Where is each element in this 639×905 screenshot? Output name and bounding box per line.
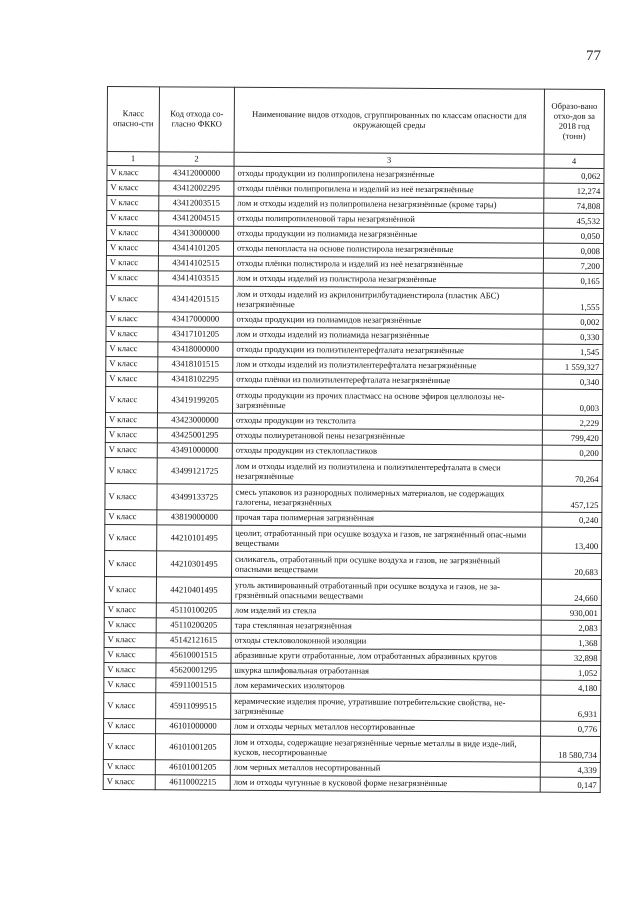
hazard-class-cell: V класс	[106, 341, 158, 356]
hazard-class-cell: V класс	[106, 311, 158, 326]
column-number: 4	[544, 154, 604, 168]
table-row	[104, 692, 601, 721]
waste-name-cell: лом и отходы изделий из полиамида незагрязнённые	[233, 327, 543, 344]
waste-amount-cell: 0,062	[544, 168, 604, 183]
hazard-class-cell: V класс	[105, 427, 157, 442]
waste-code-cell: 43425001295	[157, 428, 232, 443]
waste-amount-cell: 2,229	[542, 415, 602, 430]
waste-name-cell: лом и отходы чугунные в кусковой форме незагрязнённые	[230, 775, 540, 792]
waste-code-cell: 45110100205	[156, 603, 231, 618]
hazard-class-cell: V класс	[106, 371, 158, 386]
waste-name-cell: лом изделий из стекла	[231, 603, 541, 620]
hazard-class-cell: V класс	[104, 692, 156, 718]
waste-code-cell: 45911001515	[156, 678, 231, 693]
table-row	[105, 483, 602, 512]
header-hazard-class: Класс опасно-сти	[107, 87, 159, 152]
waste-name-cell: лом и отходы изделий из акрилонитрилбутадиенстирола (пластик АБС) незагрязнённые	[233, 286, 543, 314]
waste-amount-cell: 12,274	[544, 183, 604, 198]
waste-amount-cell: 7,200	[543, 258, 603, 273]
waste-code-cell: 43418101515	[158, 357, 233, 372]
table-row	[105, 550, 602, 579]
hazard-class-cell: V класс	[106, 326, 158, 341]
waste-name-cell: лом и отходы изделий из полиэтилена и полиэтилентерефталата в смеси незагрязнённые	[232, 458, 542, 486]
waste-code-cell: 43491000000	[157, 443, 232, 458]
waste-code-cell: 43499121725	[157, 458, 232, 484]
waste-amount-cell: 32,898	[541, 650, 601, 665]
hazard-class-cell: V класс	[104, 677, 156, 692]
waste-name-cell: керамические изделия прочие, утратившие потребительские свойства, не-загрязнённые	[231, 693, 541, 721]
table-row	[103, 733, 600, 762]
page-number: 77	[586, 48, 601, 64]
waste-code-cell: 43417000000	[158, 312, 233, 327]
waste-code-cell: 43413000000	[159, 226, 234, 241]
waste-name-cell: отходы продукции из полиамидов незагрязнённые	[233, 312, 543, 329]
waste-code-cell: 44210401495	[156, 577, 231, 603]
waste-code-cell: 43819000000	[157, 510, 232, 525]
waste-code-cell: 43418102295	[158, 372, 233, 387]
waste-amount-cell: 0,147	[540, 777, 600, 792]
waste-code-cell: 44210301495	[157, 551, 232, 577]
waste-code-cell: 43419199205	[158, 387, 233, 413]
header-waste-name: Наименование видов отходов, сгруппированных по классам опасности для окружающей среды	[234, 87, 544, 154]
waste-amount-cell: 4,339	[540, 762, 600, 777]
table-row	[105, 457, 602, 486]
hazard-class-cell: V класс	[106, 255, 158, 270]
waste-code-cell: 43412000000	[159, 166, 234, 181]
table-body	[103, 166, 604, 793]
waste-amount-cell: 70,264	[542, 460, 602, 486]
table-row	[106, 285, 603, 314]
waste-amount-cell: 1,052	[541, 665, 601, 680]
hazard-class-cell: V класс	[105, 457, 157, 483]
column-number: 3	[234, 152, 544, 168]
waste-name-cell: отходы продукции из полиамида незагрязнённые	[234, 226, 544, 243]
hazard-class-cell: V класс	[106, 270, 158, 285]
hazard-class-cell: V класс	[106, 241, 158, 256]
waste-name-cell: лом и отходы черных металлов несортированные	[231, 719, 541, 736]
waste-name-cell: уголь активированный отработанный при осушке воздуха и газов, не за-грязнённый опасными веществами	[231, 577, 541, 605]
waste-name-cell: прочая тара полимерная загрязнённая	[232, 510, 542, 527]
hazard-class-cell: V класс	[105, 412, 157, 427]
waste-code-cell: 43414201515	[158, 286, 233, 312]
table-header-row	[107, 87, 604, 155]
waste-code-cell: 43499133725	[157, 484, 232, 510]
waste-code-cell: 45620001295	[156, 663, 231, 678]
hazard-class-cell: V класс	[104, 662, 156, 677]
waste-amount-cell: 799,420	[542, 430, 602, 445]
waste-name-cell: отходы продукции из полиэтилентерефталата незагрязнённые	[233, 342, 543, 359]
column-number: 2	[159, 152, 234, 166]
waste-amount-cell: 45,532	[544, 213, 604, 228]
hazard-class-cell: V класс	[104, 602, 156, 617]
hazard-class-cell: V класс	[103, 733, 155, 759]
hazard-class-cell: V класс	[106, 356, 158, 371]
hazard-class-cell: V класс	[106, 386, 158, 412]
waste-code-cell: 46101001205	[155, 734, 230, 760]
waste-name-cell: лом и отходы изделий из полистирола незагрязнённые	[233, 271, 543, 288]
hazard-class-cell: V класс	[104, 632, 156, 647]
header-waste-code: Код отхода со-гласно ФККО	[159, 87, 234, 152]
waste-amount-cell: 0,340	[543, 374, 603, 389]
waste-name-cell: лом и отходы, содержащие незагрязнённые черные металлы в виде изде-лий, кусков, несортированные	[230, 734, 540, 762]
waste-code-cell: 43414102515	[158, 256, 233, 271]
waste-code-cell: 43418000000	[158, 342, 233, 357]
waste-name-cell: абразивные круги отработанные, лом отработанных абразивных кругов	[231, 648, 541, 665]
waste-code-cell: 43423000000	[157, 413, 232, 428]
hazard-class-cell: V класс	[104, 647, 156, 662]
waste-amount-cell: 24,660	[541, 579, 601, 605]
waste-name-cell: отходы плёнки полипропилена и изделий из неё незагрязнённые	[234, 181, 544, 198]
waste-code-cell: 46110002215	[155, 775, 230, 790]
hazard-class-cell: V класс	[103, 759, 155, 774]
waste-amount-cell: 0,165	[543, 273, 603, 288]
waste-code-cell: 43414103515	[158, 271, 233, 286]
waste-amount-cell: 0,003	[542, 389, 602, 415]
waste-code-cell: 46101000000	[156, 719, 231, 734]
waste-code-cell: 45911099515	[156, 693, 231, 719]
waste-name-cell: отходы полипропиленовой тары незагрязнённой	[234, 211, 544, 228]
header-waste-amount: Образо-вано отхо-дов за 2018 год (тонн)	[544, 89, 604, 154]
waste-name-cell: отходы стекловолоконной изоляции	[231, 633, 541, 650]
waste-amount-cell: 0,008	[543, 243, 603, 258]
waste-code-cell: 43412003515	[159, 196, 234, 211]
waste-name-cell: силикагель, отработанный при осушке воздуха и газов, не загрязнённый опасными веществами	[232, 551, 542, 579]
waste-code-cell: 44210101495	[157, 525, 232, 551]
table-row	[103, 774, 600, 792]
waste-name-cell: лом и отходы изделий из полиэтилентерефталата незагрязнённые	[233, 357, 543, 374]
waste-name-cell: отходы продукции из полипропилена незагрязнённые	[234, 166, 544, 183]
waste-amount-cell: 1,368	[541, 635, 601, 650]
waste-amount-cell: 18 580,734	[540, 736, 600, 762]
waste-amount-cell: 0,200	[542, 445, 602, 460]
waste-amount-cell: 20,683	[541, 553, 601, 579]
hazard-class-cell: V класс	[106, 285, 158, 311]
waste-name-cell: отходы продукции из стеклопластиков	[232, 443, 542, 460]
waste-code-cell: 43412002295	[159, 181, 234, 196]
waste-name-cell: шкурка шлифовальная отработанная	[231, 663, 541, 680]
waste-name-cell: отходы продукции из прочих пластмасс на основе эфиров целлюлозы не-загрязнённые	[233, 387, 543, 415]
hazard-class-cell: V класс	[107, 166, 159, 181]
hazard-class-cell: V класс	[104, 576, 156, 602]
waste-code-cell: 45142121615	[156, 633, 231, 648]
waste-name-cell: лом черных металлов несортированный	[230, 760, 540, 777]
waste-name-cell: смесь упаковок из разнородных полимерных материалов, не содержащих галогены, незагрязнённых	[232, 484, 542, 512]
waste-amount-cell: 930,001	[541, 605, 601, 620]
waste-amount-cell: 0,050	[544, 228, 604, 243]
waste-code-cell: 45110200205	[156, 618, 231, 633]
waste-amount-cell: 74,808	[544, 198, 604, 213]
hazard-class-cell: V класс	[105, 442, 157, 457]
hazard-class-cell: V класс	[103, 774, 155, 789]
waste-name-cell: отходы плёнки из полиэтилентерефталата незагрязнённые	[233, 372, 543, 389]
waste-code-cell: 43414101205	[158, 241, 233, 256]
table-row	[106, 386, 603, 415]
waste-amount-cell: 0,776	[541, 721, 601, 736]
waste-amount-cell: 457,125	[542, 486, 602, 512]
hazard-class-cell: V класс	[105, 524, 157, 550]
waste-name-cell: цеолит, отработанный при осушке воздуха и газов, не загрязнённый опас-ными веществами	[232, 525, 542, 553]
table-row	[105, 524, 602, 553]
waste-name-cell: отходы пенопласта на основе полистирола незагрязнённые	[233, 241, 543, 258]
waste-name-cell: отходы полиуретановой пены незагрязнённые	[232, 428, 542, 445]
waste-code-cell: 46101001205	[155, 760, 230, 775]
hazard-class-cell: V класс	[105, 550, 157, 576]
waste-name-cell: лом и отходы изделий из полипропилена незагрязнённые (кроме тары)	[234, 196, 544, 213]
waste-code-cell: 43417101205	[158, 327, 233, 342]
waste-code-cell: 43412004515	[159, 211, 234, 226]
hazard-class-cell: V класс	[104, 617, 156, 632]
waste-amount-cell: 1,555	[543, 288, 603, 314]
hazard-class-cell: V класс	[107, 196, 159, 211]
hazard-class-cell: V класс	[104, 718, 156, 733]
table-row	[104, 576, 601, 605]
waste-code-cell: 45610001515	[156, 648, 231, 663]
waste-amount-cell: 6,931	[541, 695, 601, 721]
waste-amount-cell: 1,545	[543, 344, 603, 359]
waste-name-cell: лом керамических изоляторов	[231, 678, 541, 695]
waste-name-cell: тара стеклянная незагрязнённая	[231, 618, 541, 635]
waste-amount-cell: 0,002	[543, 314, 603, 329]
column-number: 1	[107, 152, 159, 166]
waste-amount-cell: 13,400	[542, 527, 602, 553]
waste-name-cell: отходы плёнки полистирола и изделий из неё незагрязнённые	[233, 256, 543, 273]
waste-table	[103, 86, 605, 793]
waste-amount-cell: 0,330	[543, 329, 603, 344]
waste-amount-cell: 4,180	[541, 680, 601, 695]
hazard-class-cell: V класс	[107, 181, 159, 196]
waste-amount-cell: 0,240	[542, 512, 602, 527]
hazard-class-cell: V класс	[105, 509, 157, 524]
hazard-class-cell: V класс	[107, 211, 159, 226]
waste-name-cell: отходы продукции из текстолита	[232, 413, 542, 430]
waste-amount-cell: 1 559,327	[543, 359, 603, 374]
hazard-class-cell: V класс	[105, 483, 157, 509]
waste-amount-cell: 2,083	[541, 620, 601, 635]
hazard-class-cell: V класс	[107, 226, 159, 241]
